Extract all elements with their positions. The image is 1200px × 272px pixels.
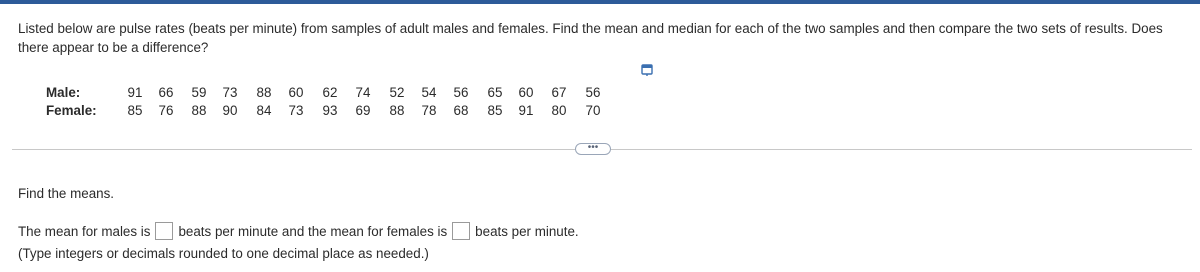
female-value: 85 <box>487 103 503 118</box>
male-value: 88 <box>256 85 272 100</box>
female-value: 80 <box>551 103 567 118</box>
female-value: 68 <box>453 103 469 118</box>
male-value: 74 <box>355 85 371 100</box>
female-label: Female: <box>46 103 97 118</box>
male-value: 66 <box>158 85 174 100</box>
female-value: 70 <box>585 103 601 118</box>
question-text: Listed below are pulse rates (beats per minute) from samples of adult males and females. Find the mean and median for each of the two samples and then compare the two sets of results. Does there appear to be a difference? <box>18 21 1163 55</box>
answer-sentence <box>18 222 579 242</box>
male-value: 60 <box>288 85 304 100</box>
female-value: 73 <box>288 103 304 118</box>
female-value: 88 <box>389 103 405 118</box>
female-value: 90 <box>222 103 238 118</box>
male-label: Male: <box>46 85 81 100</box>
female-value: 69 <box>355 103 371 118</box>
female-value: 88 <box>191 103 207 118</box>
female-value: 76 <box>158 103 174 118</box>
find-means-prompt: Find the means. <box>18 186 115 201</box>
female-value: 84 <box>256 103 272 118</box>
copy-data-icon[interactable] <box>640 63 654 77</box>
female-value: 78 <box>421 103 437 118</box>
male-value: 60 <box>518 85 534 100</box>
answer-text-part3: beats per minute. <box>475 224 579 239</box>
answer-text-part1: The mean for males is <box>18 224 151 239</box>
male-value: 73 <box>222 85 238 100</box>
answer-text-part2: beats per minute and the mean for females is <box>178 224 448 239</box>
female-value: 93 <box>322 103 338 118</box>
male-value: 54 <box>421 85 437 100</box>
male-value: 59 <box>191 85 207 100</box>
expand-button[interactable]: ••• <box>575 143 611 155</box>
female-value: 85 <box>127 103 143 118</box>
male-value: 56 <box>585 85 601 100</box>
male-value: 91 <box>127 85 143 100</box>
male-value: 62 <box>322 85 338 100</box>
male-value: 67 <box>551 85 567 100</box>
female-mean-input[interactable] <box>452 222 470 240</box>
male-value: 56 <box>453 85 469 100</box>
male-value: 52 <box>389 85 405 100</box>
female-value: 91 <box>518 103 534 118</box>
male-mean-input[interactable] <box>155 222 173 240</box>
rounding-hint: (Type integers or decimals rounded to one decimal place as needed.) <box>18 246 429 261</box>
top-accent-bar <box>0 0 1200 4</box>
male-value: 65 <box>487 85 503 100</box>
